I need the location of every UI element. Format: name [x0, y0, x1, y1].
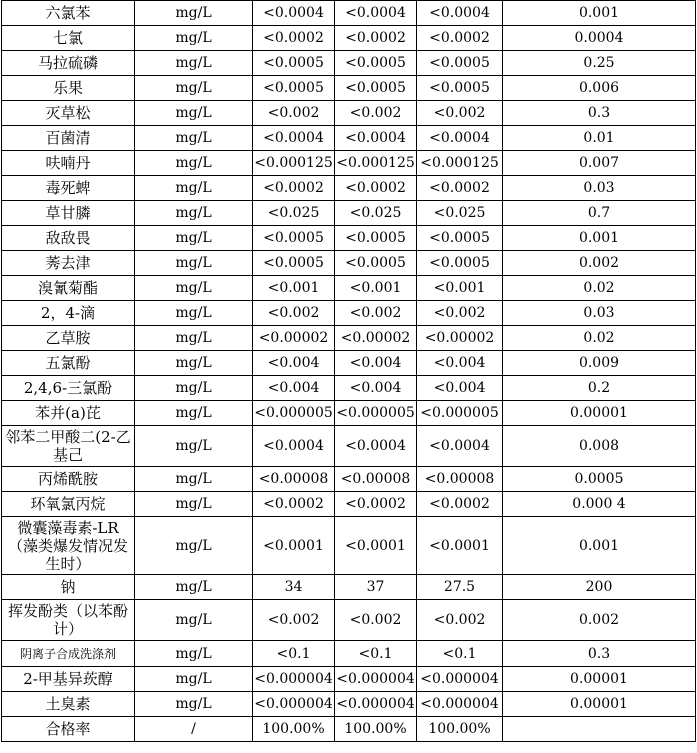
limit-cell: 0.000 4: [503, 492, 696, 517]
limit-cell: 0.7: [503, 201, 696, 226]
result-cell-1: <0.000005: [253, 401, 335, 426]
limit-cell: 0.008: [503, 426, 696, 467]
result-cell-3: <0.002: [417, 101, 503, 126]
result-cell-1: <0.004: [253, 351, 335, 376]
result-cell-3: <0.0004: [417, 126, 503, 151]
table-row: [2, 717, 696, 742]
result-cell-2: <0.0005: [335, 226, 417, 251]
result-cell-3: <0.0004: [417, 426, 503, 467]
result-cell-1: <0.0001: [253, 517, 335, 575]
result-cell-3: <0.00002: [417, 326, 503, 351]
indicator-name: 灭草松: [2, 101, 135, 126]
result-cell-3: <0.002: [417, 600, 503, 641]
result-cell-2: <0.0005: [335, 251, 417, 276]
result-cell-2: <0.0004: [335, 1, 417, 26]
result-cell-1: <0.00008: [253, 467, 335, 492]
result-cell-2: <0.004: [335, 376, 417, 401]
result-cell-2: <0.0004: [335, 426, 417, 467]
result-cell-1: <0.0004: [253, 1, 335, 26]
limit-cell: 0.009: [503, 351, 696, 376]
limit-cell: 0.007: [503, 151, 696, 176]
result-cell-3: <0.0001: [417, 517, 503, 575]
result-cell-1: <0.0005: [253, 76, 335, 101]
indicator-name: 溴氰菊酯: [2, 276, 135, 301]
table-row: [2, 276, 696, 301]
result-cell-3: <0.0004: [417, 1, 503, 26]
indicator-name: 环氧氯丙烷: [2, 492, 135, 517]
result-cell-1: <0.1: [253, 641, 335, 667]
result-cell-3: <0.0005: [417, 76, 503, 101]
indicator-name: 丙烯酰胺: [2, 467, 135, 492]
table-row: [2, 426, 696, 467]
table-row: [2, 76, 696, 101]
table-row: [2, 641, 696, 667]
unit-cell: mg/L: [135, 600, 253, 641]
unit-cell: /: [135, 717, 253, 742]
limit-cell: 0.00001: [503, 401, 696, 426]
unit-cell: mg/L: [135, 151, 253, 176]
unit-cell: mg/L: [135, 641, 253, 667]
result-cell-2: <0.0002: [335, 26, 417, 51]
unit-cell: mg/L: [135, 667, 253, 692]
result-cell-3: 100.00%: [417, 717, 503, 742]
limit-cell: 0.0005: [503, 467, 696, 492]
result-cell-2: <0.004: [335, 351, 417, 376]
result-cell-3: <0.004: [417, 351, 503, 376]
result-cell-2: <0.0002: [335, 492, 417, 517]
result-cell-1: <0.0005: [253, 51, 335, 76]
indicator-name: 土臭素: [2, 692, 135, 717]
result-cell-1: <0.0004: [253, 126, 335, 151]
indicator-name: 苯并(a)芘: [2, 401, 135, 426]
result-cell-2: <0.1: [335, 641, 417, 667]
table-row: [2, 251, 696, 276]
table-row: [2, 351, 696, 376]
unit-cell: mg/L: [135, 426, 253, 467]
result-cell-3: <0.000005: [417, 401, 503, 426]
table-row: [2, 51, 696, 76]
table-row: [2, 226, 696, 251]
table-row: [2, 1, 696, 26]
result-cell-1: <0.0005: [253, 251, 335, 276]
result-cell-3: <0.000004: [417, 692, 503, 717]
indicator-name: 钠: [2, 575, 135, 600]
table-row: [2, 600, 696, 641]
table-body: [2, 1, 696, 742]
table-row: [2, 517, 696, 575]
unit-cell: mg/L: [135, 276, 253, 301]
limit-cell: 0.00001: [503, 667, 696, 692]
indicator-name: 草甘膦: [2, 201, 135, 226]
table-row: [2, 176, 696, 201]
limit-cell: 0.001: [503, 226, 696, 251]
result-cell-3: <0.000125: [417, 151, 503, 176]
unit-cell: mg/L: [135, 101, 253, 126]
result-cell-3: <0.025: [417, 201, 503, 226]
indicator-name: 七氯: [2, 26, 135, 51]
table-row: [2, 667, 696, 692]
result-cell-2: <0.0004: [335, 126, 417, 151]
table-row: [2, 467, 696, 492]
result-cell-2: <0.001: [335, 276, 417, 301]
limit-cell: 0.00001: [503, 692, 696, 717]
indicator-name: 2,4,6-三氯酚: [2, 376, 135, 401]
limit-cell: [503, 717, 696, 742]
result-cell-1: <0.002: [253, 600, 335, 641]
unit-cell: mg/L: [135, 226, 253, 251]
unit-cell: mg/L: [135, 517, 253, 575]
table-row: [2, 101, 696, 126]
indicator-name: 六氯苯: [2, 1, 135, 26]
result-cell-1: <0.000125: [253, 151, 335, 176]
unit-cell: mg/L: [135, 251, 253, 276]
result-cell-2: <0.00002: [335, 326, 417, 351]
indicator-name: 马拉硫磷: [2, 51, 135, 76]
indicator-name: 毒死蜱: [2, 176, 135, 201]
unit-cell: mg/L: [135, 401, 253, 426]
unit-cell: mg/L: [135, 26, 253, 51]
table-row: [2, 326, 696, 351]
indicator-name: 阴离子合成洗涤剂: [2, 641, 135, 667]
result-cell-3: <0.0005: [417, 251, 503, 276]
limit-cell: 0.02: [503, 276, 696, 301]
result-cell-3: <0.002: [417, 301, 503, 326]
result-cell-3: <0.001: [417, 276, 503, 301]
unit-cell: mg/L: [135, 376, 253, 401]
limit-cell: 0.0004: [503, 26, 696, 51]
result-cell-3: 27.5: [417, 575, 503, 600]
limit-cell: 0.002: [503, 251, 696, 276]
result-cell-2: <0.0005: [335, 51, 417, 76]
limit-cell: 0.3: [503, 101, 696, 126]
indicator-name: 2-甲基异莰醇: [2, 667, 135, 692]
unit-cell: mg/L: [135, 1, 253, 26]
unit-cell: mg/L: [135, 76, 253, 101]
indicator-name: 百菌清: [2, 126, 135, 151]
result-cell-1: <0.0002: [253, 26, 335, 51]
table-row: [2, 575, 696, 600]
table-row: [2, 26, 696, 51]
limit-cell: 0.001: [503, 1, 696, 26]
table-row: [2, 201, 696, 226]
indicator-name: 敌敌畏: [2, 226, 135, 251]
unit-cell: mg/L: [135, 126, 253, 151]
indicator-name: 乐果: [2, 76, 135, 101]
limit-cell: 0.2: [503, 376, 696, 401]
limit-cell: 0.006: [503, 76, 696, 101]
indicator-name: 呋喃丹: [2, 151, 135, 176]
indicator-name: 乙草胺: [2, 326, 135, 351]
limit-cell: 200: [503, 575, 696, 600]
indicator-name: 合格率: [2, 717, 135, 742]
result-cell-1: <0.025: [253, 201, 335, 226]
result-cell-3: <0.004: [417, 376, 503, 401]
water-quality-table: [1, 0, 696, 742]
result-cell-3: <0.00008: [417, 467, 503, 492]
unit-cell: mg/L: [135, 692, 253, 717]
result-cell-2: <0.025: [335, 201, 417, 226]
result-cell-1: <0.001: [253, 276, 335, 301]
limit-cell: 0.001: [503, 517, 696, 575]
result-cell-2: <0.000004: [335, 667, 417, 692]
result-cell-1: <0.0005: [253, 226, 335, 251]
result-cell-2: <0.002: [335, 600, 417, 641]
limit-cell: 0.01: [503, 126, 696, 151]
unit-cell: mg/L: [135, 176, 253, 201]
unit-cell: mg/L: [135, 51, 253, 76]
limit-cell: 0.3: [503, 641, 696, 667]
limit-cell: 0.03: [503, 176, 696, 201]
result-cell-2: <0.002: [335, 101, 417, 126]
result-cell-1: 100.00%: [253, 717, 335, 742]
result-cell-3: <0.000004: [417, 667, 503, 692]
result-cell-2: 37: [335, 575, 417, 600]
result-cell-1: <0.004: [253, 376, 335, 401]
result-cell-1: <0.000004: [253, 667, 335, 692]
result-cell-2: 100.00%: [335, 717, 417, 742]
limit-cell: 0.002: [503, 600, 696, 641]
result-cell-3: <0.0005: [417, 51, 503, 76]
result-cell-3: <0.0002: [417, 26, 503, 51]
result-cell-1: <0.0004: [253, 426, 335, 467]
result-cell-3: <0.0002: [417, 176, 503, 201]
result-cell-3: <0.0002: [417, 492, 503, 517]
table-row: [2, 126, 696, 151]
result-cell-2: <0.00008: [335, 467, 417, 492]
indicator-name: 五氯酚: [2, 351, 135, 376]
indicator-name: 2，4-滴: [2, 301, 135, 326]
unit-cell: mg/L: [135, 351, 253, 376]
table-row: [2, 376, 696, 401]
result-cell-1: 34: [253, 575, 335, 600]
result-cell-2: <0.0005: [335, 76, 417, 101]
table-row: [2, 151, 696, 176]
indicator-name: 挥发酚类（以苯酚计）: [2, 600, 135, 641]
result-cell-1: <0.002: [253, 101, 335, 126]
result-cell-2: <0.0001: [335, 517, 417, 575]
limit-cell: 0.02: [503, 326, 696, 351]
table-row: [2, 401, 696, 426]
indicator-name: 邻苯二甲酸二(2-乙基己: [2, 426, 135, 467]
result-cell-1: <0.002: [253, 301, 335, 326]
unit-cell: mg/L: [135, 467, 253, 492]
table-row: [2, 301, 696, 326]
result-cell-1: <0.00002: [253, 326, 335, 351]
result-cell-2: <0.000005: [335, 401, 417, 426]
unit-cell: mg/L: [135, 301, 253, 326]
unit-cell: mg/L: [135, 575, 253, 600]
table-row: [2, 492, 696, 517]
result-cell-1: <0.0002: [253, 176, 335, 201]
indicator-name: 莠去津: [2, 251, 135, 276]
table-row: [2, 692, 696, 717]
result-cell-2: <0.000125: [335, 151, 417, 176]
limit-cell: 0.03: [503, 301, 696, 326]
result-cell-1: <0.0002: [253, 492, 335, 517]
result-cell-1: <0.000004: [253, 692, 335, 717]
indicator-name: 微囊藻毒素-LR（藻类爆发情况发生时）: [2, 517, 135, 575]
limit-cell: 0.25: [503, 51, 696, 76]
unit-cell: mg/L: [135, 326, 253, 351]
result-cell-3: <0.0005: [417, 226, 503, 251]
unit-cell: mg/L: [135, 201, 253, 226]
result-cell-3: <0.1: [417, 641, 503, 667]
result-cell-2: <0.0002: [335, 176, 417, 201]
result-cell-2: <0.000004: [335, 692, 417, 717]
result-cell-2: <0.002: [335, 301, 417, 326]
unit-cell: mg/L: [135, 492, 253, 517]
